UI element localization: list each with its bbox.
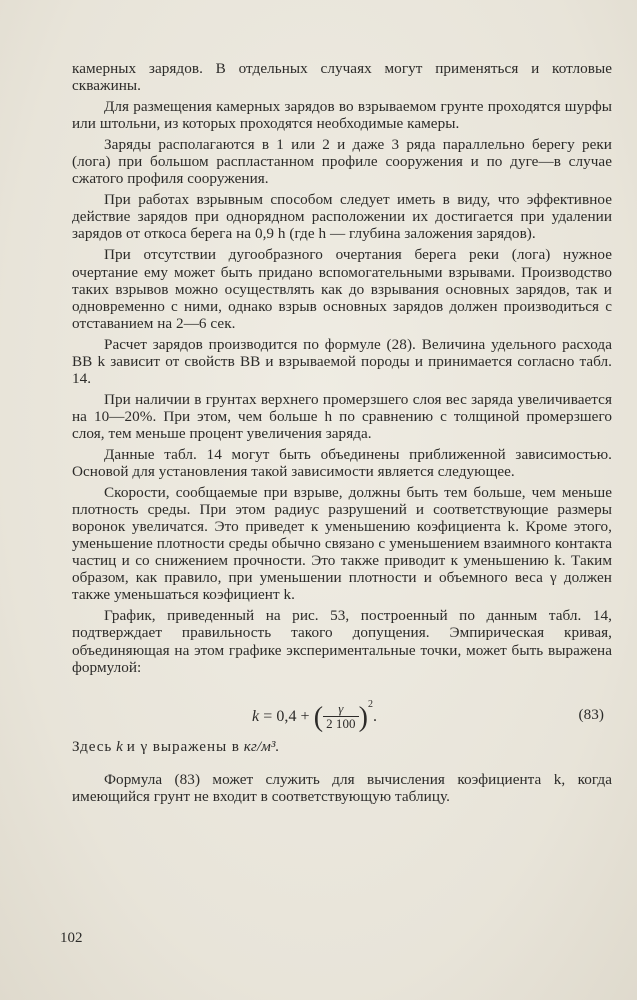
formula-lhs: k [252, 707, 260, 725]
paragraph-2: Для размещения камерных зарядов во взрываемом грунте проходятся шурфы или штольни, из которых проходятся необходимые камеры. [72, 98, 612, 133]
formula-denominator: 2 100 [326, 716, 356, 732]
here-text-a: Здесь [72, 737, 113, 755]
formula-83 [72, 688, 612, 734]
paragraph-10: График, приведенный на рис. 53, построенный по данным табл. 14, подтверждает правильность такого допущения. Эмпирическая кривая, объединяющая на этом графике экспериментальные точки, может быть выражена формулой: [72, 607, 612, 676]
paragraph-1: камерных зарядов. В отдельных случаях могут применяться и котловые скважины. [72, 60, 612, 95]
formula-left-paren: ( [313, 701, 324, 733]
formula-fraction [323, 702, 359, 731]
body-text [72, 60, 612, 805]
equation-number: (83) [578, 705, 604, 723]
paragraph-3: Заряды располагаются в 1 или 2 и даже 3 ряда параллельно берегу реки (лога) при большом распластанном профиле сооружения и по дуге—в случае сжатого профиля сооружения. [72, 136, 612, 188]
here-var-k: k [116, 737, 123, 755]
paragraph-5: При отсутствии дугообразного очертания берега реки (лога) нужное очертание ему может быть придано вспомогательными взрывами. Производство таких взрывов можно осуществлять как до взрывания основных зарядов, так и одновременно с ними, однако взрыв основных зарядов должен производиться с отставанием на 2—6 сек. [72, 246, 612, 332]
paragraph-7: При наличии в грунтах верхнего промерзшего слоя вес заряда увеличивается на 10—20%. При этом, чем больше h по сравнению с толщиной промерзшего слоя, тем меньше процент увеличения заряда. [72, 390, 612, 442]
formula-expression: k = 0,4 + ( $\frac{\gamma}{2 100}$ )$^2$. [252, 698, 378, 733]
here-text-b: и γ выражены в [126, 737, 240, 755]
formula-right-paren: ) [358, 701, 368, 733]
here-units: кг/м³. [243, 737, 280, 755]
formula-numerator: γ [323, 702, 359, 717]
page-number: 102 [60, 930, 83, 946]
formula-exponent: 2 [367, 698, 373, 710]
paragraph-4: При работах взрывным способом следует иметь в виду, что эффективное действие зарядов при однорядном расположении их достигается при удалении зарядов от откоса берега на 0,9 h (где h — глубина заложения зарядов). [72, 191, 612, 243]
paragraph-last: Формула (83) может служить для вычисления коэфициента k, когда имеющийся грунт не входит в соответствующую таблицу. [72, 770, 612, 805]
paragraph-8: Данные табл. 14 могут быть объединены приближенной зависимостью. Основой для установления такой зависимости является следующее. [72, 445, 612, 481]
paragraph-9: Скорости, сообщаемые при взрыве, должны быть тем больше, чем меньше плотность среды. При этом радиус разрушений и соответствующие размеры воронок увеличатся. Это приведет к уменьшению коэфициента k. Кроме этого, уменьшение плотности среды обычно связано с уменьшением взаимного контакта частиц и со снижением прочности. Это также приводит к уменьшению k. Таким образом, как правило, при уменьшении плотности и объемного веса γ должен также уменьшаться коэфициент k. [72, 484, 612, 604]
here-line [72, 738, 612, 755]
formula-equals: = 0,4 + [263, 707, 310, 725]
paragraph-6: Расчет зарядов производится по формуле (28). Величина удельного расхода ВВ k зависит от свойств ВВ и взрываемой породы и принимается согласно табл. 14. [72, 335, 612, 387]
